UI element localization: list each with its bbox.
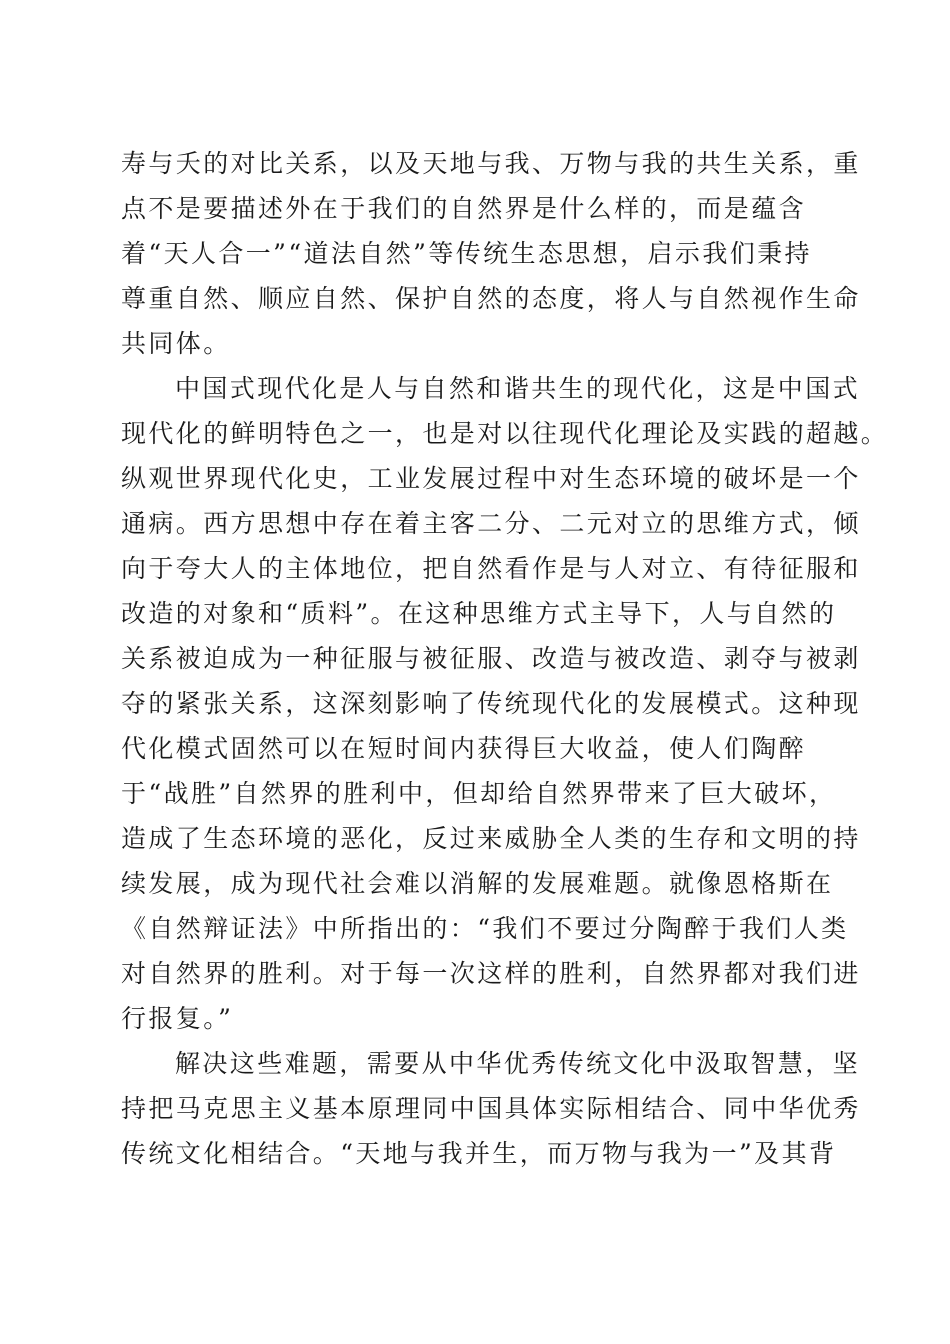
text-line: 对自然界的胜利。对于每一次这样的胜利，自然界都对我们进: [121, 959, 861, 988]
text-line: 持把马克思主义基本原理同中国具体实际相结合、同中华优秀: [121, 1094, 861, 1123]
text-line: 续发展，成为现代社会难以消解的发展难题。就像恩格斯在: [121, 869, 834, 898]
text-line: 向于夸大人的主体地位，把自然看作是与人对立、有待征服和: [121, 554, 861, 583]
text-line: 改造的对象和“质料”。在这种思维方式主导下，人与自然的: [121, 599, 837, 628]
text-line: 着“天人合一”“道法自然”等传统生态思想，启示我们秉持: [121, 239, 812, 268]
text-line: 造成了生态环境的恶化，反过来威胁全人类的生存和文明的持: [121, 824, 861, 853]
text-line: 《自然辩证法》中所指出的：“我们不要过分陶醉于我们人类: [121, 914, 849, 943]
text-line: 点不是要描述外在于我们的自然界是什么样的，而是蕴含: [121, 194, 807, 223]
text-line: 通病。西方思想中存在着主客二分、二元对立的思维方式，倾: [121, 509, 861, 538]
text-line: 尊重自然、顺应自然、保护自然的态度，将人与自然视作生命: [121, 284, 861, 313]
paragraph-start-line: 中国式现代化是人与自然和谐共生的现代化，这是中国式: [175, 374, 861, 403]
text-line: 夺的紧张关系，这深刻影响了传统现代化的发展模式。这种现: [121, 689, 861, 718]
text-line: 现代化的鲜明特色之一，也是对以往现代化理论及实践的超越。: [121, 419, 889, 448]
paragraph-start-line: 解决这些难题，需要从中华优秀传统文化中汲取智慧，坚: [175, 1049, 861, 1078]
text-line: 寿与夭的对比关系，以及天地与我、万物与我的共生关系，重: [121, 149, 861, 178]
text-line: 共同体。: [121, 329, 231, 358]
text-line: 关系被迫成为一种征服与被征服、改造与被改造、剥夺与被剥: [121, 644, 861, 673]
body-text: [121, 141, 889, 1176]
text-line: 纵观世界现代化史，工业发展过程中对生态环境的破坏是一个: [121, 464, 861, 493]
text-line: 于“战胜”自然界的胜利中，但却给自然界带来了巨大破坏，: [121, 779, 837, 808]
text-line: 行报复。”: [121, 1004, 234, 1033]
text-line: 传统文化相结合。“天地与我并生，而万物与我为一”及其背: [121, 1139, 837, 1168]
text-line: 代化模式固然可以在短时间内获得巨大收益，使人们陶醉: [121, 734, 807, 763]
